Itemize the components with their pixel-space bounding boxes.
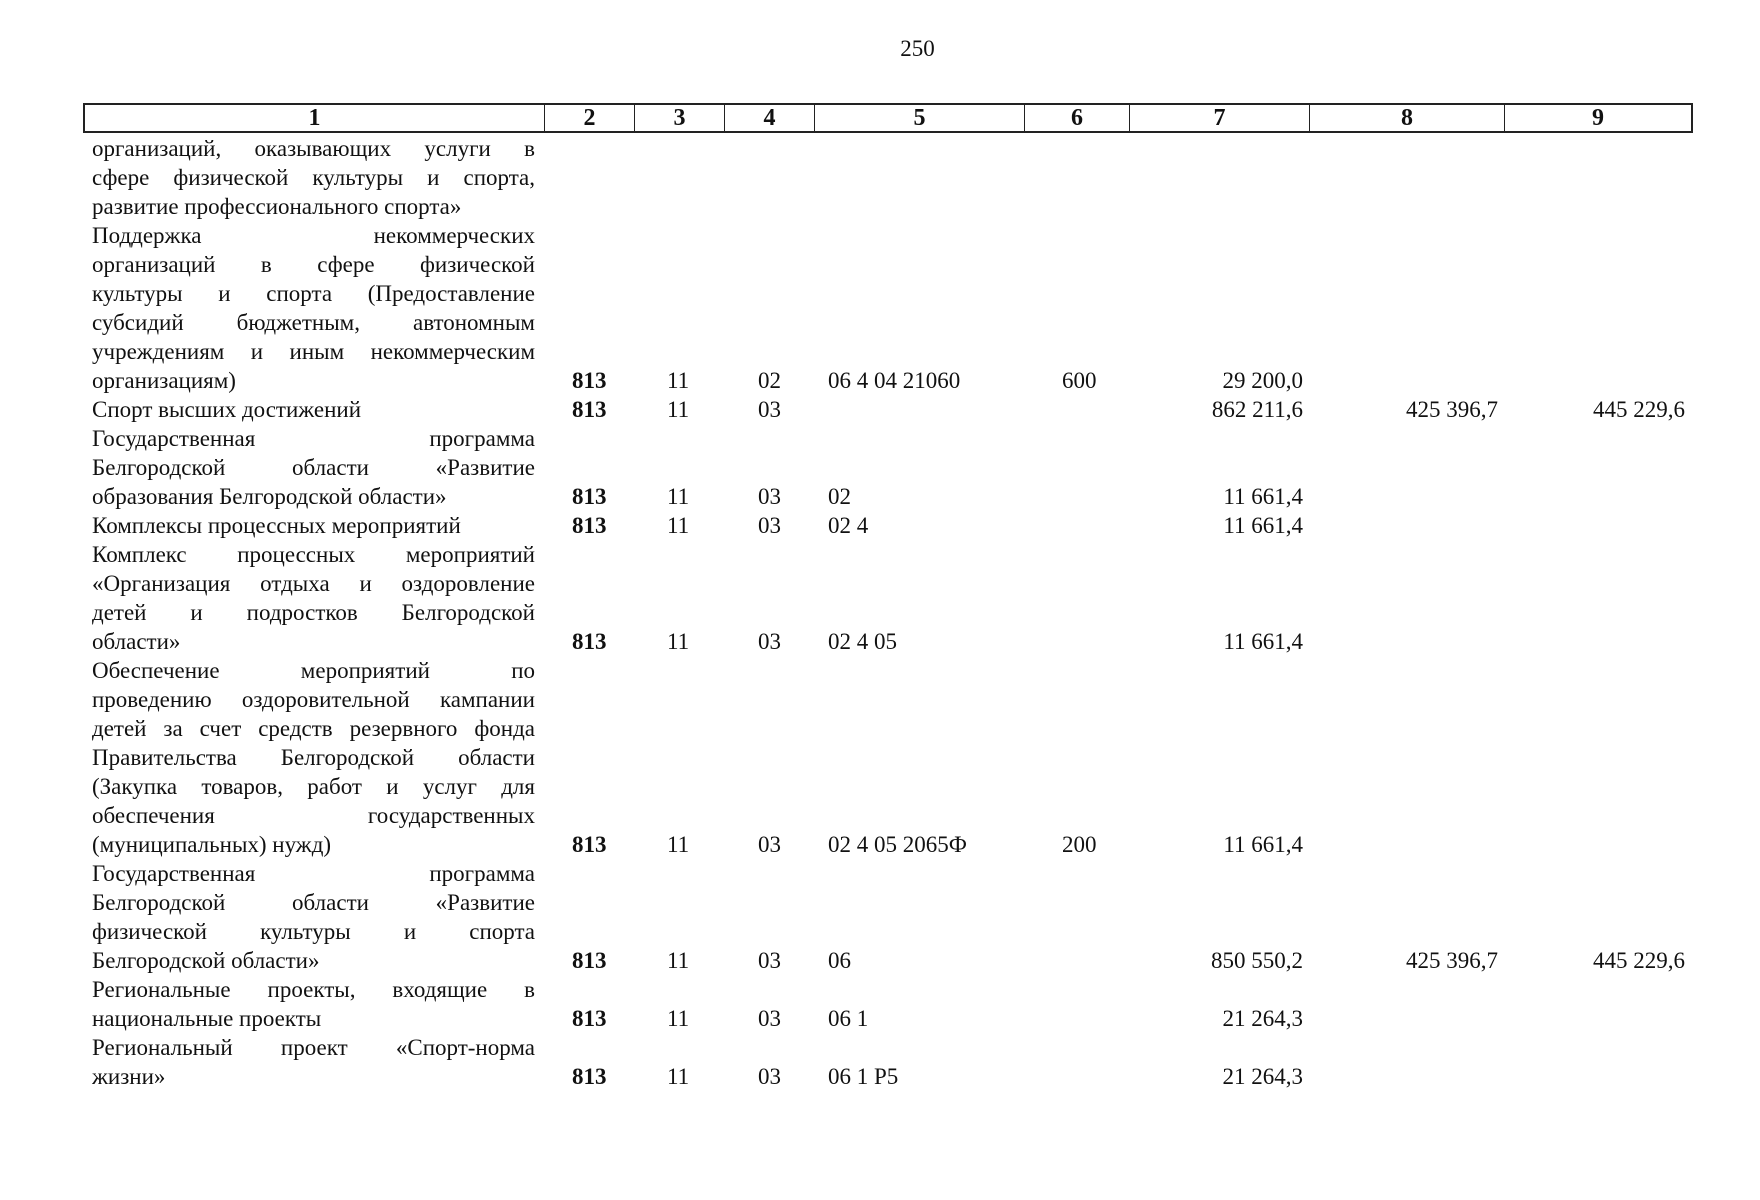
- row-description: [92, 1033, 535, 1091]
- header-col-2: 2: [545, 105, 635, 131]
- header-col-9: 9: [1592, 105, 1604, 131]
- cell-c2: 813: [572, 629, 607, 654]
- table-row: [0, 424, 1760, 511]
- row-description: [92, 656, 535, 859]
- description-line: Государственная программа: [92, 861, 535, 886]
- description-line: жизни»: [92, 1064, 166, 1089]
- description-line: национальные проекты: [92, 1006, 322, 1031]
- description-line: организаций, оказывающих услуги в: [92, 136, 535, 161]
- cell-c5: 02: [828, 484, 851, 509]
- cell-c5: 06 1 Р5: [828, 1064, 899, 1089]
- cell-c7: 11 661,4: [1223, 513, 1303, 538]
- table-row: [0, 975, 1760, 1033]
- description-line: (Закупка товаров, работ и услуг для: [92, 774, 535, 799]
- row-description: [92, 221, 535, 395]
- cell-c3: 11: [667, 1064, 690, 1089]
- cell-c2: 813: [572, 832, 607, 857]
- cell-c5: 02 4: [828, 513, 869, 538]
- cell-c7: 21 264,3: [1222, 1006, 1303, 1031]
- description-line: обеспечения государственных: [92, 803, 535, 828]
- cell-c7: 862 211,6: [1211, 397, 1303, 422]
- row-description: [92, 540, 535, 656]
- description-line: Белгородской области «Развитие: [92, 890, 535, 915]
- table-row: [0, 134, 1760, 221]
- cell-c3: 11: [667, 629, 690, 654]
- description-line: развитие профессионального спорта»: [92, 194, 462, 219]
- row-description: [92, 975, 535, 1033]
- cell-c5: 02 4 05 2065Ф: [828, 832, 967, 857]
- description-line: учреждениям и иным некоммерческим: [92, 339, 535, 364]
- cell-c5: 06 1: [828, 1006, 869, 1031]
- cell-c7: 850 550,2: [1211, 948, 1303, 973]
- description-line: сфере физической культуры и спорта,: [92, 165, 535, 190]
- cell-c7: 11 661,4: [1223, 629, 1303, 654]
- description-line: Государственная программа: [92, 426, 535, 451]
- description-line: области»: [92, 629, 181, 654]
- description-line: Белгородской области»: [92, 948, 320, 973]
- description-line: Комплексы процессных мероприятий: [92, 513, 461, 538]
- cell-c4: 02: [758, 368, 781, 393]
- page-number: 250: [900, 36, 935, 61]
- description-line: Региональные проекты, входящие в: [92, 977, 535, 1002]
- description-line: Спорт высших достижений: [92, 397, 362, 422]
- cell-c3: 11: [667, 513, 690, 538]
- cell-c5: 06 4 04 21060: [828, 368, 961, 393]
- cell-c3: 11: [667, 1006, 690, 1031]
- table-row: [0, 511, 1760, 540]
- cell-c7: 11 661,4: [1223, 832, 1303, 857]
- description-line: Обеспечение мероприятий по: [92, 658, 535, 683]
- cell-c7: 29 200,0: [1222, 368, 1303, 393]
- description-line: проведению оздоровительной кампании: [92, 687, 535, 712]
- cell-c2: 813: [572, 1064, 607, 1089]
- cell-c2: 813: [572, 513, 607, 538]
- cell-c2: 813: [572, 948, 607, 973]
- header-col-8: 8: [1310, 105, 1505, 131]
- cell-c3: 11: [667, 397, 690, 422]
- description-line: (муниципальных) нужд): [92, 832, 332, 857]
- cell-c2: 813: [572, 484, 607, 509]
- cell-c2: 813: [572, 368, 607, 393]
- cell-c6: 600: [1062, 368, 1097, 393]
- header-col-3: 3: [635, 105, 725, 131]
- cell-c6: 200: [1062, 832, 1097, 857]
- header-col-4: 4: [725, 105, 815, 131]
- row-description: [92, 859, 535, 975]
- row-description: [92, 511, 535, 540]
- cell-c2: 813: [572, 1006, 607, 1031]
- table-row: [0, 656, 1760, 859]
- cell-c3: 11: [667, 484, 690, 509]
- row-description: [92, 424, 535, 511]
- description-line: детей за счет средств резервного фонда: [92, 716, 535, 741]
- description-line: «Организация отдыха и оздоровление: [92, 571, 535, 596]
- header-col-6: 6: [1025, 105, 1130, 131]
- cell-c4: 03: [758, 832, 781, 857]
- cell-c4: 03: [758, 484, 781, 509]
- cell-c3: 11: [667, 948, 690, 973]
- table-row: [0, 540, 1760, 656]
- cell-c3: 11: [667, 368, 690, 393]
- description-line: физической культуры и спорта: [92, 919, 535, 944]
- table-row: [0, 395, 1760, 424]
- cell-c4: 03: [758, 1064, 781, 1089]
- cell-c4: 03: [758, 948, 781, 973]
- cell-c5: 02 4 05: [828, 629, 897, 654]
- cell-c9: 445 229,6: [1593, 948, 1685, 973]
- description-line: Региональный проект «Спорт-норма: [92, 1035, 535, 1060]
- cell-c9: 445 229,6: [1593, 397, 1685, 422]
- description-line: организациям): [92, 368, 236, 393]
- row-description: [92, 395, 535, 424]
- header-col-5: 5: [815, 105, 1025, 131]
- description-line: субсидий бюджетным, автономным: [92, 310, 535, 335]
- header-col-7: 7: [1130, 105, 1310, 131]
- description-line: Комплекс процессных мероприятий: [92, 542, 535, 567]
- table-row: [0, 859, 1760, 975]
- cell-c5: 06: [828, 948, 851, 973]
- description-line: Белгородской области «Развитие: [92, 455, 535, 480]
- cell-c7: 11 661,4: [1223, 484, 1303, 509]
- cell-c4: 03: [758, 629, 781, 654]
- row-description: [92, 134, 535, 221]
- description-line: Правительства Белгородской области: [92, 745, 535, 770]
- description-line: образования Белгородской области»: [92, 484, 447, 509]
- description-line: Поддержка некоммерческих: [92, 223, 535, 248]
- header-col-1: 1: [85, 105, 545, 131]
- cell-c4: 03: [758, 1006, 781, 1031]
- description-line: организаций в сфере физической: [92, 252, 535, 277]
- table-header: [83, 103, 1693, 133]
- cell-c4: 03: [758, 513, 781, 538]
- cell-c7: 21 264,3: [1222, 1064, 1303, 1089]
- cell-c8: 425 396,7: [1406, 397, 1498, 422]
- cell-c8: 425 396,7: [1406, 948, 1498, 973]
- cell-c3: 11: [667, 832, 690, 857]
- table-row: [0, 1033, 1760, 1091]
- table-row: [0, 221, 1760, 395]
- cell-c2: 813: [572, 397, 607, 422]
- description-line: культуры и спорта (Предоставление: [92, 281, 535, 306]
- cell-c4: 03: [758, 397, 781, 422]
- description-line: детей и подростков Белгородской: [92, 600, 535, 625]
